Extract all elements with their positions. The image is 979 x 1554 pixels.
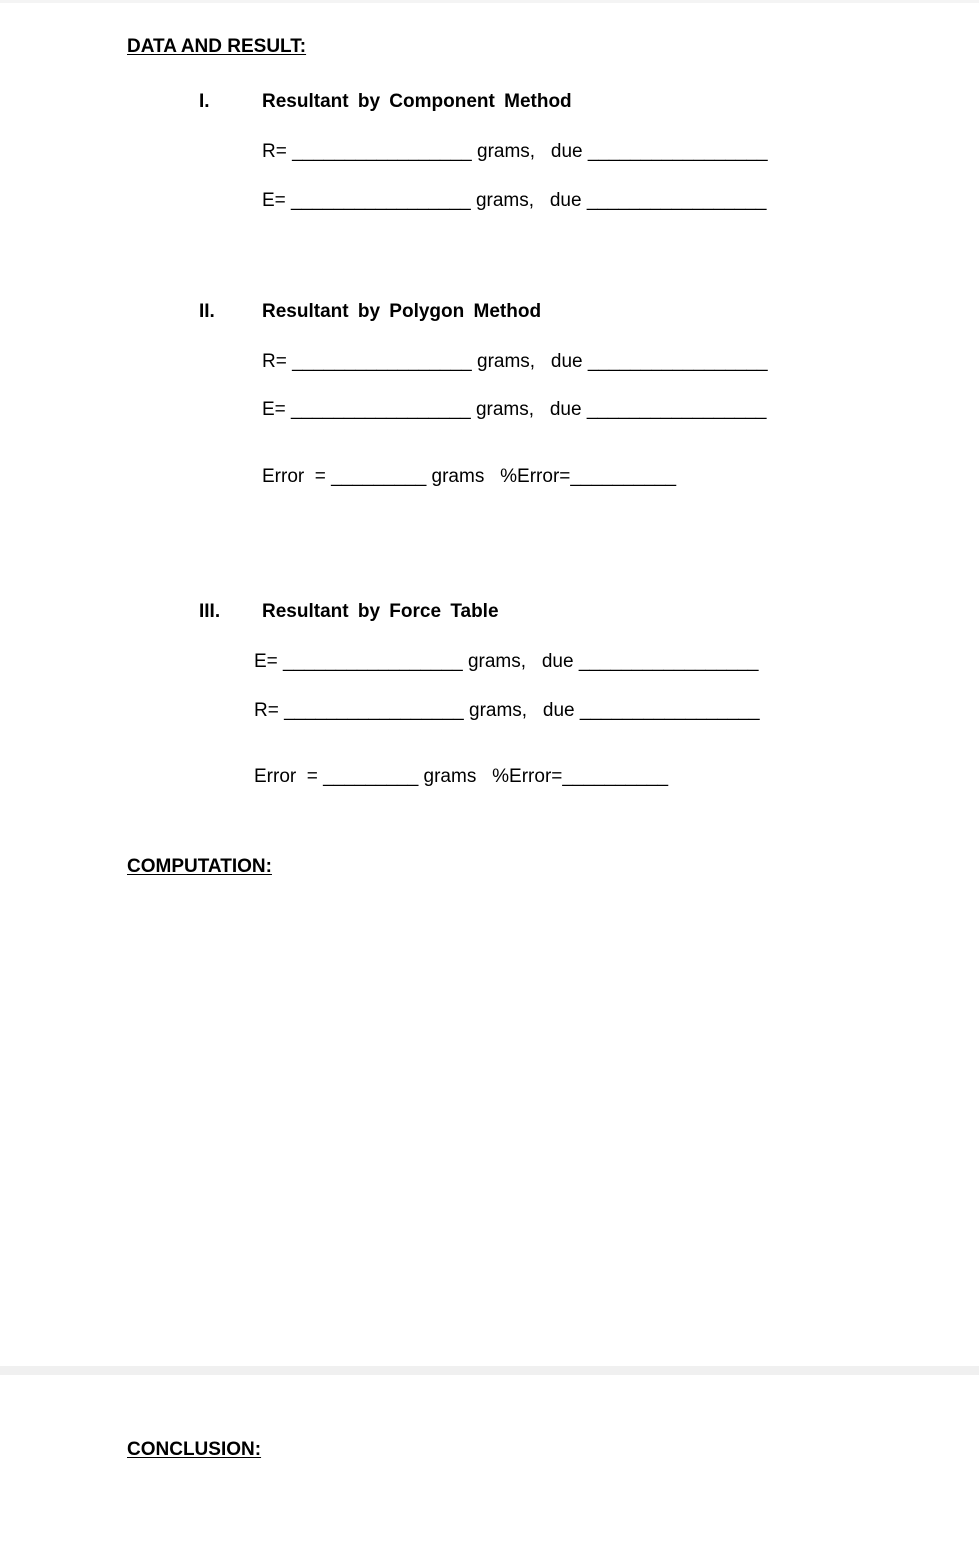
page-break [0,1366,979,1375]
computation-heading: COMPUTATION: [127,856,272,877]
section-1-title: Resultant by Component Method [262,91,572,112]
section-2-number: II. [199,301,215,322]
section-3-r-line: R= _________________ grams, due _________________ [254,700,760,721]
section-3-e-line: E= _________________ grams, due _________________ [254,651,759,672]
conclusion-heading: CONCLUSION: [127,1439,262,1460]
section-3-error-line: Error = _________ grams %Error=__________ [254,766,669,787]
section-2-r-line: R= _________________ grams, due _________________ [262,351,768,372]
section-1-r-line: R= _________________ grams, due _________________ [262,141,768,162]
section-1-number: I. [199,91,210,112]
section-2-title: Resultant by Polygon Method [262,301,542,322]
section-1-e-line: E= _________________ grams, due _________________ [262,190,767,211]
section-2-e-line: E= _________________ grams, due _________________ [262,399,767,420]
section-2-error-line: Error = _________ grams %Error=__________ [262,466,677,487]
section-3-number: III. [199,601,221,622]
page-2 [0,1375,979,1554]
data-and-result-heading: DATA AND RESULT: [127,36,307,57]
section-3-title: Resultant by Force Table [262,601,499,622]
